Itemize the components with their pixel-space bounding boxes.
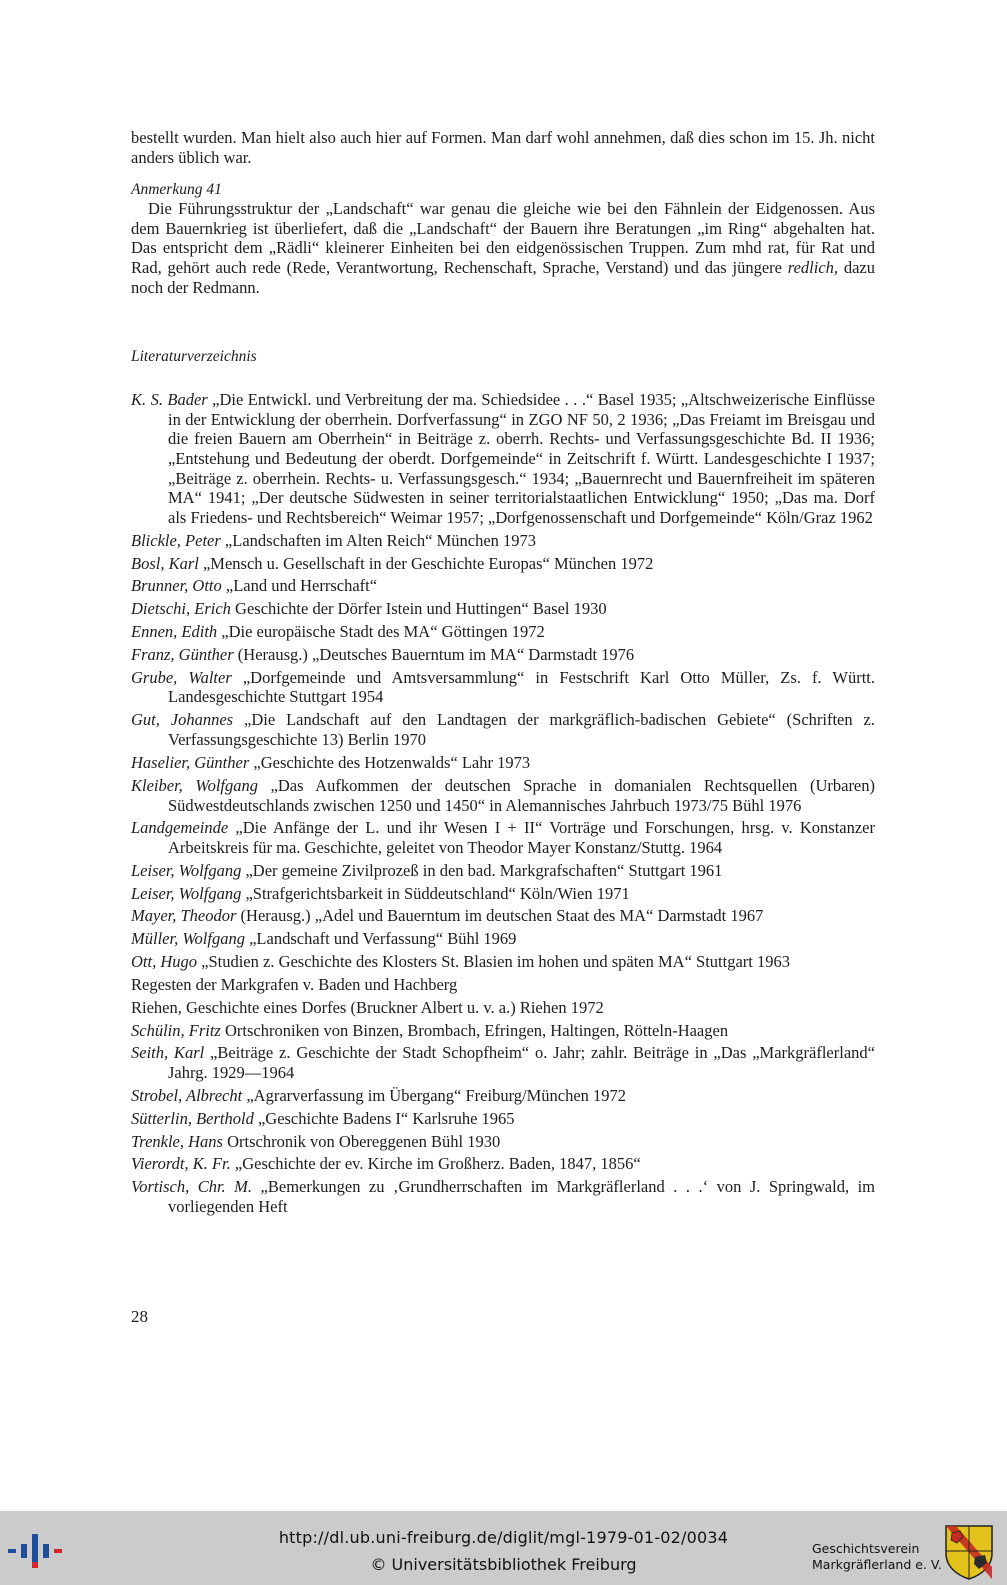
- reference-item: [131, 998, 875, 1018]
- reference-item: [131, 906, 875, 926]
- note-text-italic: redlich,: [787, 257, 839, 277]
- reference-item: [131, 1132, 875, 1152]
- note-heading: Anmerkung 41: [131, 181, 222, 199]
- reference-text: „Mensch u. Gesellschaft in der Geschichte Europas“ München 1972: [198, 553, 654, 573]
- reference-text: „Die Landschaft auf den Landtagen der markgräflich-badischen Gebiete“ (Schriften z. Verfassungsgeschichte 13) Berlin 1970: [168, 710, 875, 749]
- reference-text: „Landschaften im Alten Reich“ München 1973: [220, 530, 537, 550]
- reference-text: „Strafgerichtsbarkeit in Süddeutschland“ Köln/Wien 1971: [241, 883, 630, 903]
- page-number: 28: [131, 1307, 148, 1326]
- reference-item: [131, 952, 875, 972]
- reference-item: [131, 576, 875, 596]
- society-line-1: Geschichtsverein: [812, 1541, 920, 1556]
- reference-author: Kleiber, Wolfgang: [131, 775, 258, 795]
- reference-author: Ennen, Edith: [131, 621, 218, 641]
- reference-author: Landgemeinde: [131, 818, 229, 838]
- reference-author: Schülin, Fritz: [131, 1020, 221, 1040]
- note-41: [131, 180, 875, 297]
- reference-text: „Das Aufkommen der deutschen Sprache in domanialen Rechtsquellen (Urbaren) Südwestdeutschlands zwischen 1250 und 1450“ in Alemannisches Jahrbuch 1973/75 Bühl 1976: [168, 775, 876, 815]
- reference-item: [131, 599, 875, 619]
- note-paragraph: [131, 199, 875, 297]
- reference-author: Bosl, Karl: [131, 553, 199, 573]
- bibliography-heading: Literaturverzeichnis: [131, 348, 257, 366]
- reference-author: Müller, Wolfgang: [131, 929, 245, 949]
- reference-text: „Studien z. Geschichte des Klosters St. Blasien im hohen und späten MA“ Stuttgart 1963: [197, 951, 790, 971]
- society-name: [812, 1541, 942, 1573]
- reference-author: Vortisch, Chr. M.: [131, 1177, 253, 1197]
- reference-item: [131, 710, 875, 749]
- reference-item: [131, 1109, 875, 1129]
- reference-text: „Landschaft und Verfassung“ Bühl 1969: [244, 929, 517, 949]
- reference-item: [131, 818, 875, 857]
- reference-text: „Die Entwickl. und Verbreitung der ma. Schiedsidee . . .“ Basel 1935; „Altschweizerische Einflüsse in der Entwicklung der oberrhein. Dorfverfassung“ in ZGO NF 50, 2 1936; „Das Freiamt im Breisgau und die freien Bauern am Oberrhein“ in Beiträge z. oberrh. Rechts- und Verfassungsgeschichte Bd. II 1936; „Entstehung und Bedeutung der oberdt. Dorfgemeinde“ in Zeitschrift f. Württ. Landesgeschichte I 1937; „Beiträge z. oberrhein. Rechts- u. Verfassungsgesch.“ 1934; „Bauernrecht und Bauernfreiheit im späteren MA“ 1941; „Der deutsche Südwesten in seiner territorialstaatlichen Entwicklung“ 1950; „Das ma. Dorf als Friedens- und Rechtsbereich“ Weimar 1957; „Dorfgenossenschaft und Dorfgemeinde“ Köln/Graz 1962: [168, 390, 875, 527]
- reference-author: Grube, Walter: [131, 667, 232, 687]
- reference-item: [131, 929, 875, 949]
- reference-text: „Geschichte Badens I“ Karlsruhe 1965: [253, 1108, 515, 1128]
- reference-item: [131, 531, 875, 551]
- reference-author: Haselier, Günther: [131, 752, 250, 772]
- reference-text: Ortschronik von Obereggenen Bühl 1930: [222, 1131, 501, 1151]
- reference-text: „Agrarverfassung im Übergang“ Freiburg/München 1972: [242, 1085, 627, 1105]
- reference-item: [131, 975, 875, 995]
- society-line-2: Markgräflerland e. V.: [812, 1557, 942, 1572]
- reference-item: [131, 776, 875, 815]
- copyright-text: © Universitätsbibliothek Freiburg: [370, 1555, 637, 1574]
- reference-item: [131, 668, 875, 707]
- reference-text: Regesten der Markgrafen v. Baden und Hachberg: [131, 974, 458, 994]
- footer-bar: [0, 1511, 1007, 1585]
- reference-text: „Beiträge z. Geschichte der Stadt Schopfheim“ o. Jahr; zahlr. Beiträge in „Das „Markgräflerland“ Jahrg. 1929—1964: [168, 1043, 875, 1082]
- reference-text: „Geschichte des Hotzenwalds“ Lahr 1973: [249, 752, 531, 772]
- reference-item: [131, 1177, 875, 1216]
- reference-text: (Herausg.) „Adel und Bauerntum im deutschen Staat des MA“ Darmstadt 1967: [236, 906, 764, 926]
- document-url-link[interactable]: http://dl.ub.uni-freiburg.de/diglit/mgl-1979-01-02/0034: [278, 1528, 729, 1547]
- reference-author: Franz, Günther: [131, 644, 234, 664]
- reference-text: (Herausg.) „Deutsches Bauerntum im MA“ Darmstadt 1976: [233, 644, 635, 664]
- reference-author: Leiser, Wolfgang: [131, 860, 242, 880]
- reference-item: [131, 554, 875, 574]
- page-content: [131, 128, 875, 1219]
- reference-author: Leiser, Wolfgang: [131, 883, 242, 903]
- reference-list: [131, 390, 875, 1216]
- reference-text: „Die europäische Stadt des MA“ Göttingen 1972: [217, 621, 545, 641]
- reference-author: Seith, Karl: [131, 1043, 205, 1063]
- reference-text: „Land und Herrschaft“: [221, 576, 378, 596]
- reference-text: Riehen, Geschichte eines Dorfes (Bruckner Albert u. v. a.) Riehen 1972: [131, 997, 604, 1017]
- reference-text: Ortschroniken von Binzen, Brombach, Efringen, Haltingen, Rötteln-Haagen: [220, 1020, 729, 1040]
- reference-author: Trenkle, Hans: [131, 1131, 223, 1151]
- reference-author: Gut, Johannes: [131, 710, 234, 730]
- note-text-after: dazu noch der Redmann.: [131, 257, 875, 297]
- note-text-before: Die Führungsstruktur der „Landschaft“ war genau die gleiche wie bei den Fähnlein der Eidgenossen. Aus dem Bauernkrieg ist überliefert, daß die „Landschaft“ der Bauern ihre Beratungen „im Ring“ abgehalten hat. Das entspricht dem „Rädli“ kleinerer Einheiten bei den eidgenössischen Truppen. Zum mhd rat, für Rat und Rad, gehört auch rede (Rede, Verantwortung, Rechenschaft, Sprache, Verstand) und das jüngere: [131, 199, 875, 277]
- reference-author: Strobel, Albrecht: [131, 1085, 243, 1105]
- reference-item: [131, 645, 875, 665]
- reference-author: Sütterlin, Berthold: [131, 1108, 254, 1128]
- reference-text: „Geschichte der ev. Kirche im Großherz. Baden, 1847, 1856“: [230, 1154, 641, 1174]
- reference-text: Geschichte der Dörfer Istein und Huttingen“ Basel 1930: [230, 599, 607, 619]
- reference-item: [131, 390, 875, 527]
- reference-item: [131, 1043, 875, 1082]
- reference-author: Blickle, Peter: [131, 530, 221, 550]
- reference-author: Ott, Hugo: [131, 951, 197, 971]
- reference-item: [131, 1154, 875, 1174]
- reference-item: [131, 1021, 875, 1041]
- intro-paragraph: bestellt wurden. Man hielt also auch hier auf Formen. Man darf wohl annehmen, daß dies schon im 15. Jh. nicht anders üblich war.: [131, 128, 875, 167]
- reference-item: [131, 622, 875, 642]
- reference-text: „Dorfgemeinde und Amtsversammlung“ in Festschrift Karl Otto Müller, Zs. f. Württ. Landesgeschichte Stuttgart 1954: [168, 667, 875, 707]
- reference-text: „Bemerkungen zu ‚Grundherrschaften im Markgräflerland . . .‘ von J. Springwald, im vorliegenden Heft: [168, 1177, 875, 1216]
- reference-item: [131, 753, 875, 773]
- reference-item: [131, 884, 875, 904]
- reference-item: [131, 1086, 875, 1106]
- reference-author: Vierordt, K. Fr.: [131, 1154, 231, 1174]
- reference-author: Dietschi, Erich: [131, 599, 231, 619]
- coat-of-arms-icon: [943, 1523, 995, 1581]
- reference-author: Brunner, Otto: [131, 576, 222, 596]
- reference-item: [131, 861, 875, 881]
- reference-text: „Die Anfänge der L. und ihr Wesen I + II“ Vorträge und Forschungen, hrsg. v. Konstanzer Arbeitskreis für ma. Geschichte, geleitet von Theodor Mayer Konstanz/Stuttg. 1964: [168, 818, 875, 857]
- reference-author: Mayer, Theodor: [131, 906, 237, 926]
- reference-text: „Der gemeine Zivilprozeß in den bad. Markgrafschaften“ Stuttgart 1961: [241, 860, 723, 880]
- reference-author: K. S. Bader: [131, 390, 208, 410]
